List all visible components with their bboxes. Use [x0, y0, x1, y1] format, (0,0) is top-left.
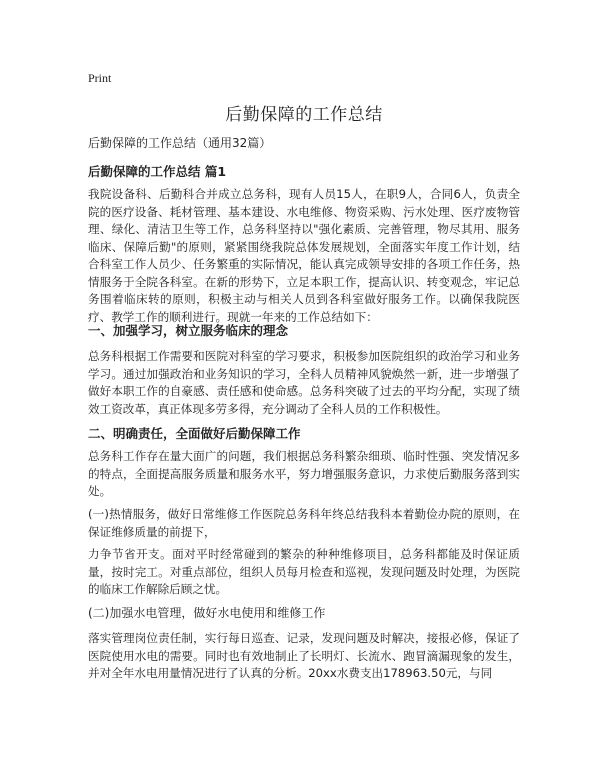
article-heading: 后勤保障的工作总结 篇1 — [88, 164, 227, 179]
document-title: 后勤保障的工作总结 — [225, 105, 383, 125]
item1-continuation: 力争节省开支。面对平时经常碰到的繁杂的种种维修项目，总务科都能及时保证质量，按时完工。对重点部位，组织人员每月检查和巡视，发现问题及时处理，为医院的临床工作解除后顾之忧。 — [88, 547, 520, 596]
section2-paragraph: 总务科工作存在量大面广的问题，我们根据总务科繁杂细琐、临时性强、突发情况多的特点，全面提高服务质量和服务水平，努力增强服务意识，力求使后勤服务落到实处。 — [88, 449, 520, 498]
intro-paragraph: 我院设备科、后勤科合并成立总务科，现有人员15人，在职9人，合同6人，负责全院的医疗设备、耗材管理、基本建设、水电维修、物资采购、污水处理、医疗废物管理、绿化、清洁卫生等工作，总务科坚持以"强化素质、完善管理，物尽其用、服务临床、保障后勤"的原则，紧紧围绕我院总体发展规划，全面落实年度工作计划，结合科室工作人员少、任务繁重的实际情况，能认真完成领导安排的各项工作任务，热情服务于全院各科室。在新的形势下，立足本职工作，提高认识、转变观念，牢记总务围着临床转的原则，积极主动与相关人员到各科室做好服务工作。以确保我院医疗、教学工作的顺利进行。现就一年来的工作总结如下： — [88, 187, 520, 324]
section1-paragraph: 总务科根据工作需要和医院对科室的学习要求，积极参加医院组织的政治学习和业务学习。通过加强政治和业务知识的学习，全科人员精神风貌焕然一新，进一步增强了做好本职工作的自豪感、责任感和使命感。总务科突破了过去的平均分配，实现了绩效工资改革，真正体现多劳多得，充分调动了全科人员的工作积极性。 — [88, 349, 520, 416]
document-subtitle: 后勤保障的工作总结（通用32篇） — [88, 136, 272, 150]
print-link[interactable]: Print — [88, 71, 112, 85]
item1-paragraph: (一)热情服务，做好日常维修工作医院总务科年终总结我科本着勤俭办院的原则，在保证维修质量的前提下， — [88, 507, 520, 539]
section2-heading: 二、明确责任，全面做好后勤保障工作 — [88, 426, 301, 441]
section1-heading: 一、加强学习，树立服务临床的理念 — [88, 323, 289, 338]
item2-heading: (二)加强水电管理，做好水电使用和维修工作 — [88, 606, 326, 620]
item2-paragraph: 落实管理岗位责任制，实行每日巡查、记录，发现问题及时解决，接报必修，保证了医院使用水电的需要。同时也有效地制止了长明灯、长流水、跑冒滴漏现象的发生，并对全年水电用量情况进行了认真的分析。20xx水费支出178963.50元，与同 — [88, 631, 520, 680]
